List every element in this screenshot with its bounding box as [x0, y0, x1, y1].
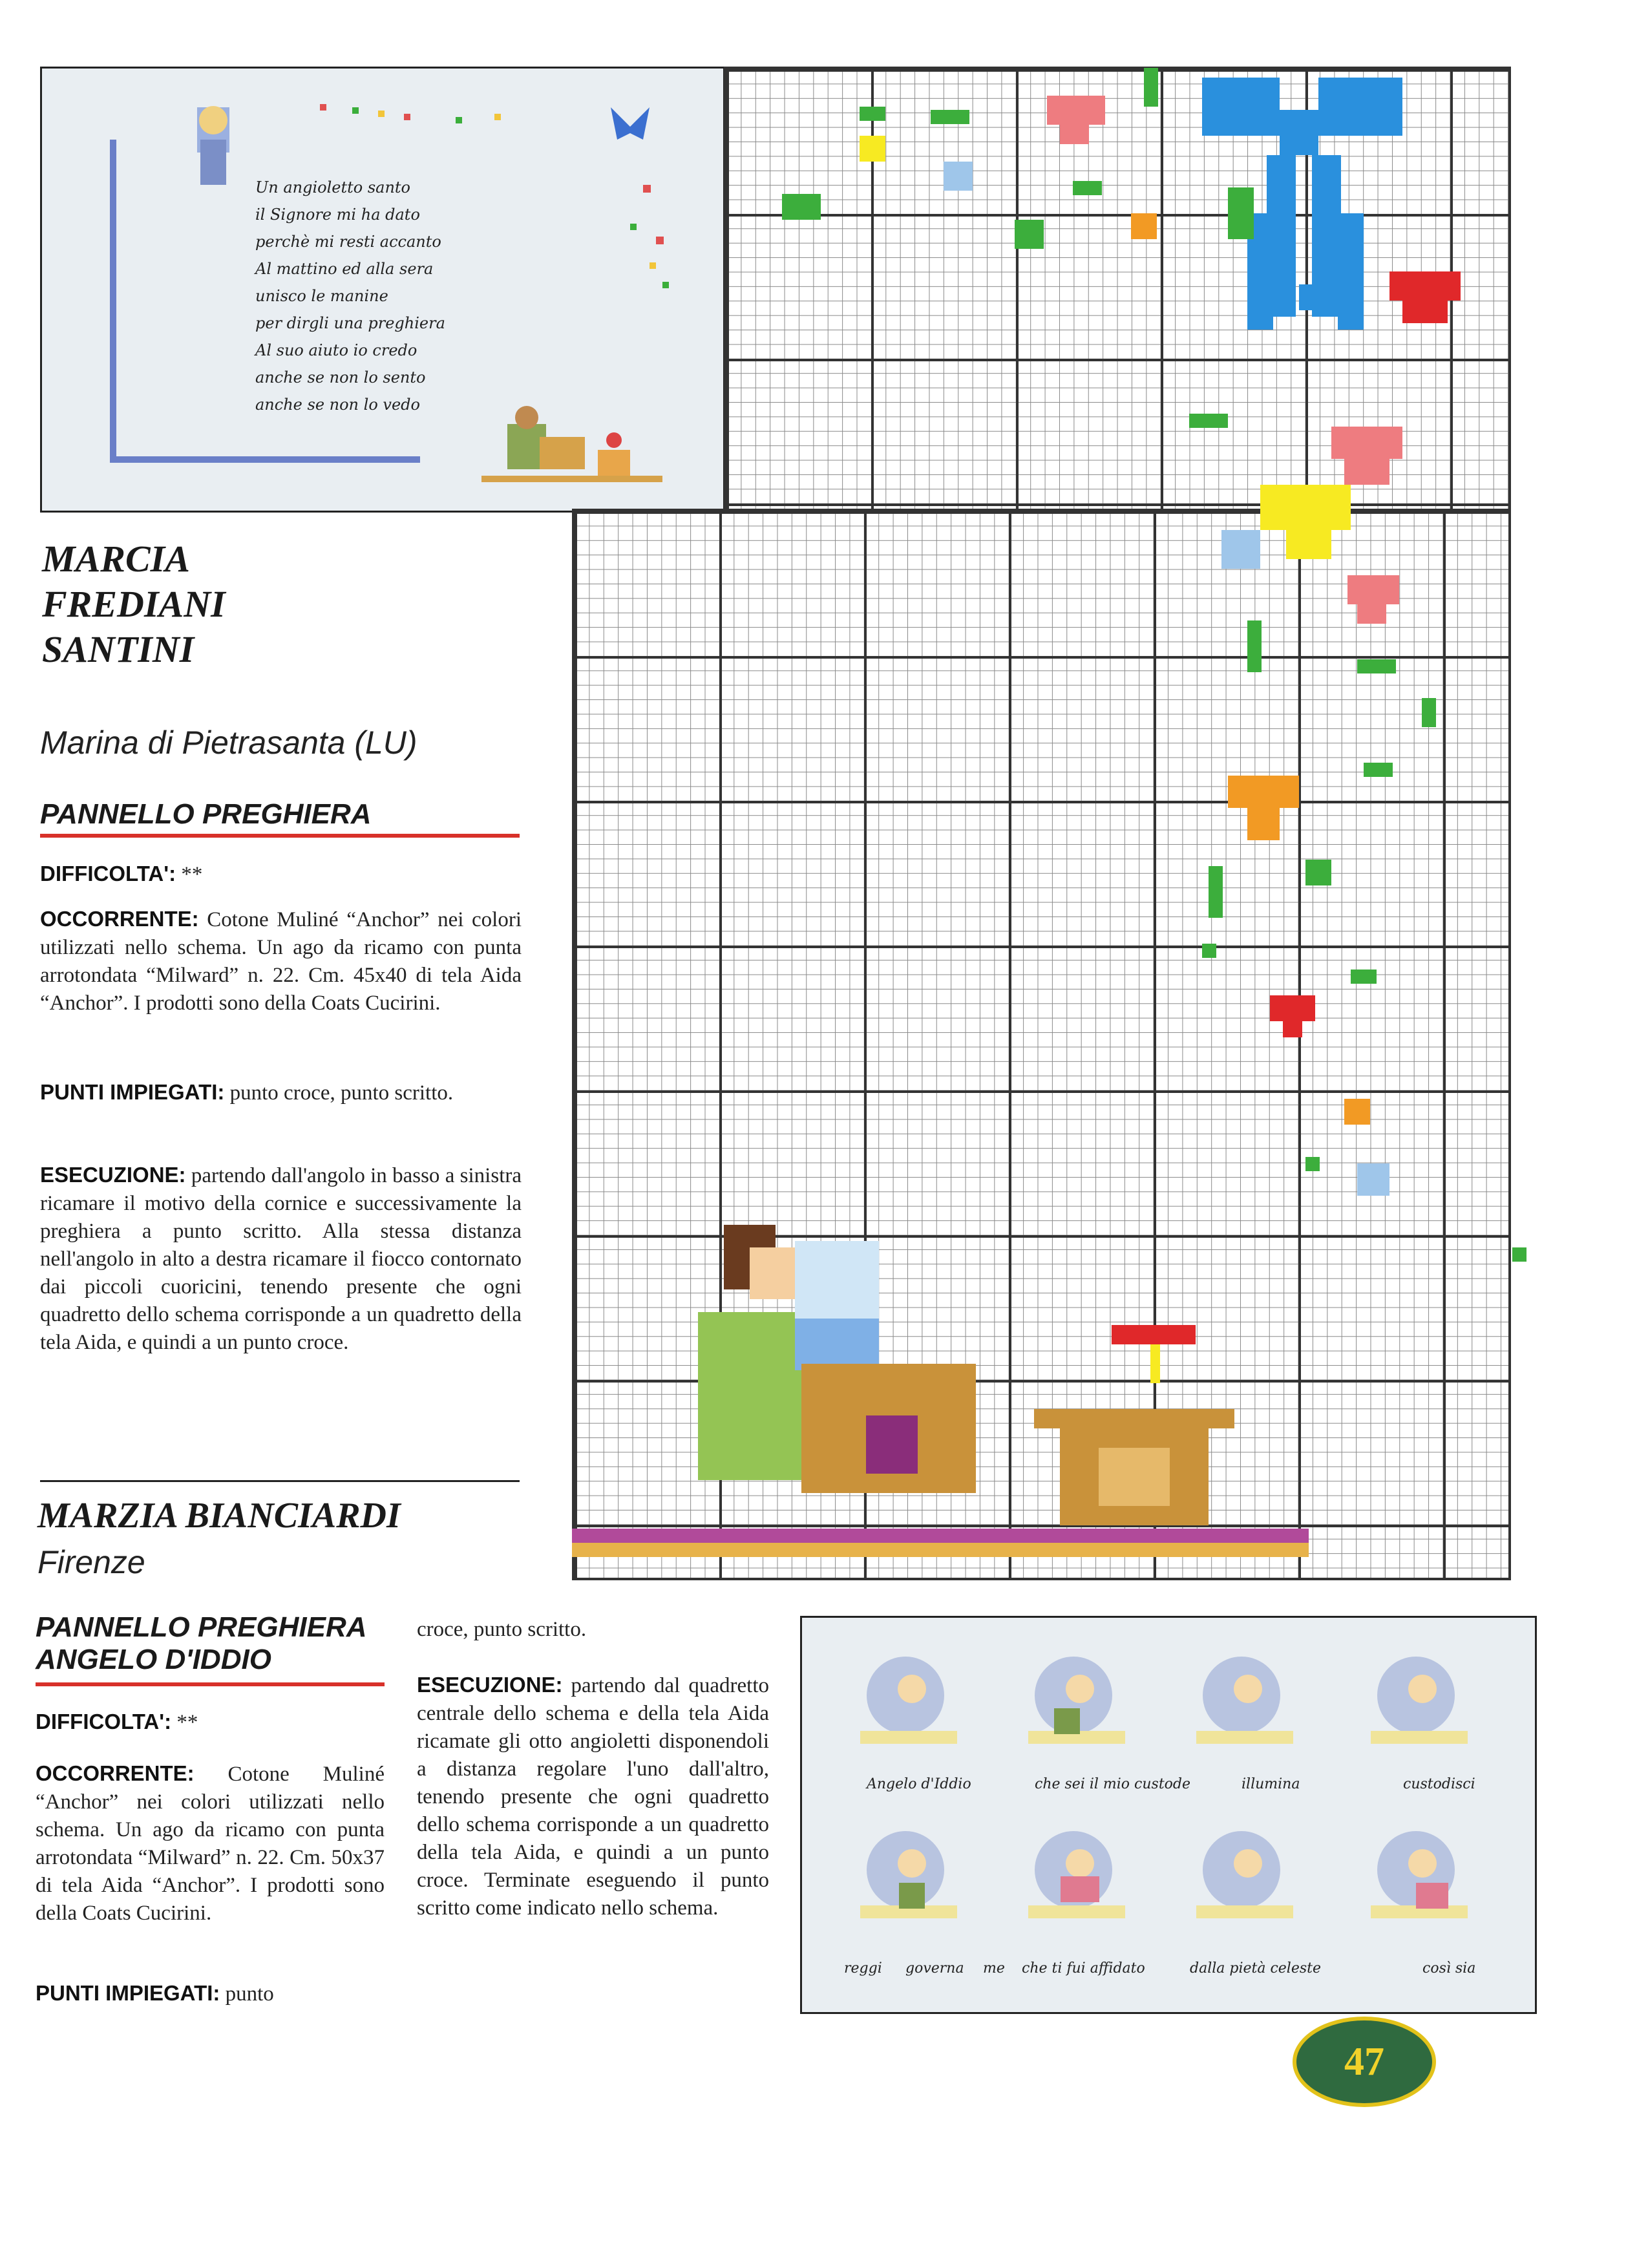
- author-place-2: Firenze: [37, 1544, 145, 1580]
- execution-1: [40, 1161, 522, 1357]
- section-divider: [40, 1480, 520, 1482]
- execution-label: ESECUZIONE:: [417, 1673, 563, 1697]
- angel-caption: che ti fui affidato: [1022, 1960, 1145, 1977]
- stitches-2-cont: croce, punto scritto.: [417, 1618, 587, 1641]
- stitches-2: [36, 1979, 385, 2008]
- poem-line: Al mattino ed alla sera: [255, 260, 434, 278]
- poem-line: Un angioletto santo: [255, 178, 410, 196]
- stitches-text: punto croce, punto scritto.: [224, 1081, 454, 1105]
- author-line: FREDIANI: [42, 583, 226, 625]
- angels-illustration: [802, 1618, 1535, 2012]
- panel-photo-angels: [800, 1616, 1537, 2014]
- materials-2: [36, 1759, 385, 1927]
- angel-caption: illumina: [1241, 1776, 1300, 1792]
- materials-label: OCCORRENTE:: [36, 1761, 195, 1785]
- materials-label: OCCORRENTE:: [40, 907, 199, 931]
- angel-caption: reggi: [844, 1960, 882, 1977]
- title-line: PANNELLO PREGHIERA: [36, 1611, 367, 1643]
- angel-caption: custodisci: [1403, 1776, 1475, 1792]
- poem-line: per dirgli una preghiera: [255, 314, 445, 332]
- page-number: 47: [1344, 2039, 1384, 2084]
- poem-line: Al suo aiuto io credo: [255, 341, 417, 359]
- author-place-1: Marina di Pietrasanta (LU): [40, 725, 417, 761]
- poem-line: il Signore mi ha dato: [255, 206, 420, 224]
- materials-1: [40, 905, 522, 1017]
- stitches-text: punto: [220, 1982, 274, 2006]
- author-name-1: [42, 536, 226, 672]
- article-title-1: PANNELLO PREGHIERA: [40, 798, 372, 830]
- poem-line: unisco le manine: [255, 287, 388, 305]
- angel-caption: governa: [905, 1960, 964, 1977]
- title-underline-2: [36, 1682, 385, 1686]
- title-underline-1: [40, 834, 520, 838]
- execution-text: partendo dall'angolo in basso a sinistra ricamare il motivo della cornice e successivamente la preghiera a punto scritto. Alla stessa distanza nell'angolo in alto a destra ricamare il fiocco contornato dai piccoli cuoricini, tenendo presente che ogni quadretto dello schema corrisponde a un quadretto della tela Aida, e quindi a un punto croce.: [40, 1164, 522, 1354]
- materials-text: Cotone Muliné “Anchor” nei colori utilizzati nello schema. Un ago da ricamo con punta arrotondata “Milward” n. 22. Cm. 50x37 di tela Aida “Anchor”. I prodotti sono della Coats Cucirini.: [36, 1763, 385, 1925]
- poem-line: anche se non lo vedo: [255, 396, 420, 414]
- difficulty-value: **: [176, 863, 203, 886]
- author-line: MARCIA: [42, 538, 190, 580]
- difficulty-1: [40, 860, 522, 889]
- cross-stitch-chart-main: [572, 509, 1511, 1580]
- execution-text: partendo dal quadretto centrale dello schema e della tela Aida ricamate gli otto angioletti disponendoli a distanza regolare l'uno dall'altro, tenendo presente che ogni quadretto dello schema corrisponde a un quadretto della tela Aida, e quindi a un punto croce. Terminate eseguendo il punto scritto come indicato nello schema.: [417, 1674, 769, 1920]
- stitches-label: PUNTI IMPIEGATI:: [36, 1981, 220, 2005]
- poem-line: anche se non lo sento: [255, 368, 426, 387]
- panel-photo-prayer: [40, 67, 725, 513]
- difficulty-value: **: [171, 1711, 198, 1734]
- angel-caption: così sia: [1422, 1960, 1476, 1977]
- title-line: ANGELO D'IDDIO: [36, 1644, 271, 1675]
- cross-stitch-chart-top: [724, 67, 1511, 515]
- author-name-2: MARZIA BIANCIARDI: [37, 1496, 401, 1536]
- stitches-1: [40, 1078, 522, 1107]
- angel-caption: Angelo d'Iddio: [867, 1776, 971, 1792]
- difficulty-label: DIFFICOLTA':: [40, 862, 176, 885]
- author-line: SANTINI: [42, 628, 195, 670]
- difficulty-label: DIFFICOLTA':: [36, 1710, 172, 1733]
- page-number-badge: [1293, 2017, 1436, 2107]
- execution-label: ESECUZIONE:: [40, 1163, 186, 1187]
- poem-line: perchè mi resti accanto: [255, 233, 441, 251]
- angel-caption: che sei il mio custode: [1035, 1776, 1191, 1792]
- execution-2: [417, 1671, 769, 1922]
- stitches-label: PUNTI IMPIEGATI:: [40, 1080, 225, 1104]
- difficulty-2: [36, 1708, 385, 1737]
- angel-caption: me: [983, 1960, 1005, 1977]
- angel-caption: dalla pietà celeste: [1190, 1960, 1322, 1977]
- article-title-2: [36, 1611, 367, 1676]
- materials-text: Cotone Muliné “Anchor” nei colori utilizzati nello schema. Un ago da ricamo con punta arrotondata “Milward” n. 22. Cm. 45x40 di tela Aida “Anchor”. I prodotti sono della Coats Cucirini.: [40, 908, 522, 1015]
